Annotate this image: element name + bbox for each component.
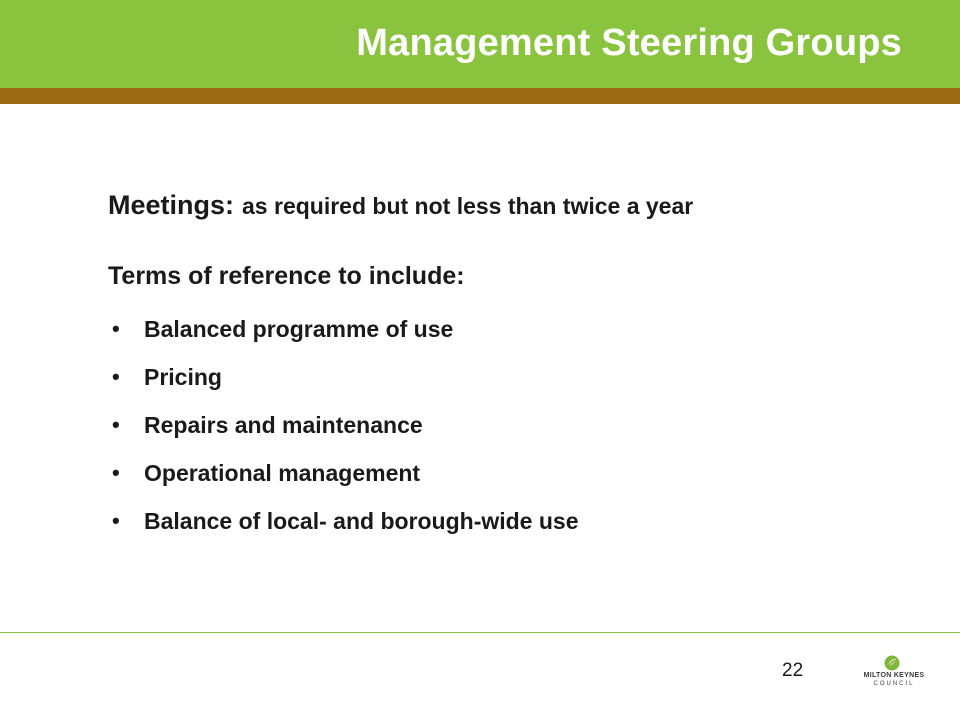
bullet-item	[108, 312, 579, 360]
bullet-text: Operational management	[144, 460, 421, 486]
bullet-item	[108, 504, 579, 552]
meetings-label: Meetings:	[108, 190, 235, 220]
bullet-dot-icon: •	[112, 508, 120, 533]
bullet-text: Balanced programme of use	[144, 316, 454, 342]
council-logo	[856, 655, 932, 691]
meetings-line	[108, 190, 693, 221]
bullet-text: Pricing	[144, 364, 222, 390]
terms-heading: Terms of reference to include:	[108, 262, 465, 290]
footer-divider	[0, 632, 960, 633]
bullet-dot-icon: •	[112, 316, 120, 341]
leaf-logo-icon	[884, 655, 900, 671]
bullet-text: Balance of local- and borough-wide use	[144, 508, 579, 534]
slide-title: Management Steering Groups	[356, 22, 902, 64]
logo-line-2: COUNCIL	[873, 681, 915, 687]
bullet-dot-icon: •	[112, 412, 120, 437]
header-stripe	[0, 88, 960, 104]
logo-line-1: MILTON KEYNES	[863, 672, 925, 679]
bullet-text: Repairs and maintenance	[144, 412, 423, 438]
bullet-dot-icon: •	[112, 460, 120, 485]
bullet-item	[108, 456, 579, 504]
bullet-item	[108, 360, 579, 408]
page-number: 22	[782, 660, 804, 681]
meetings-value: as required but not less than twice a year	[242, 193, 694, 219]
bullet-dot-icon: •	[112, 364, 120, 389]
terms-bullet-list	[108, 312, 579, 552]
bullet-item	[108, 408, 579, 456]
